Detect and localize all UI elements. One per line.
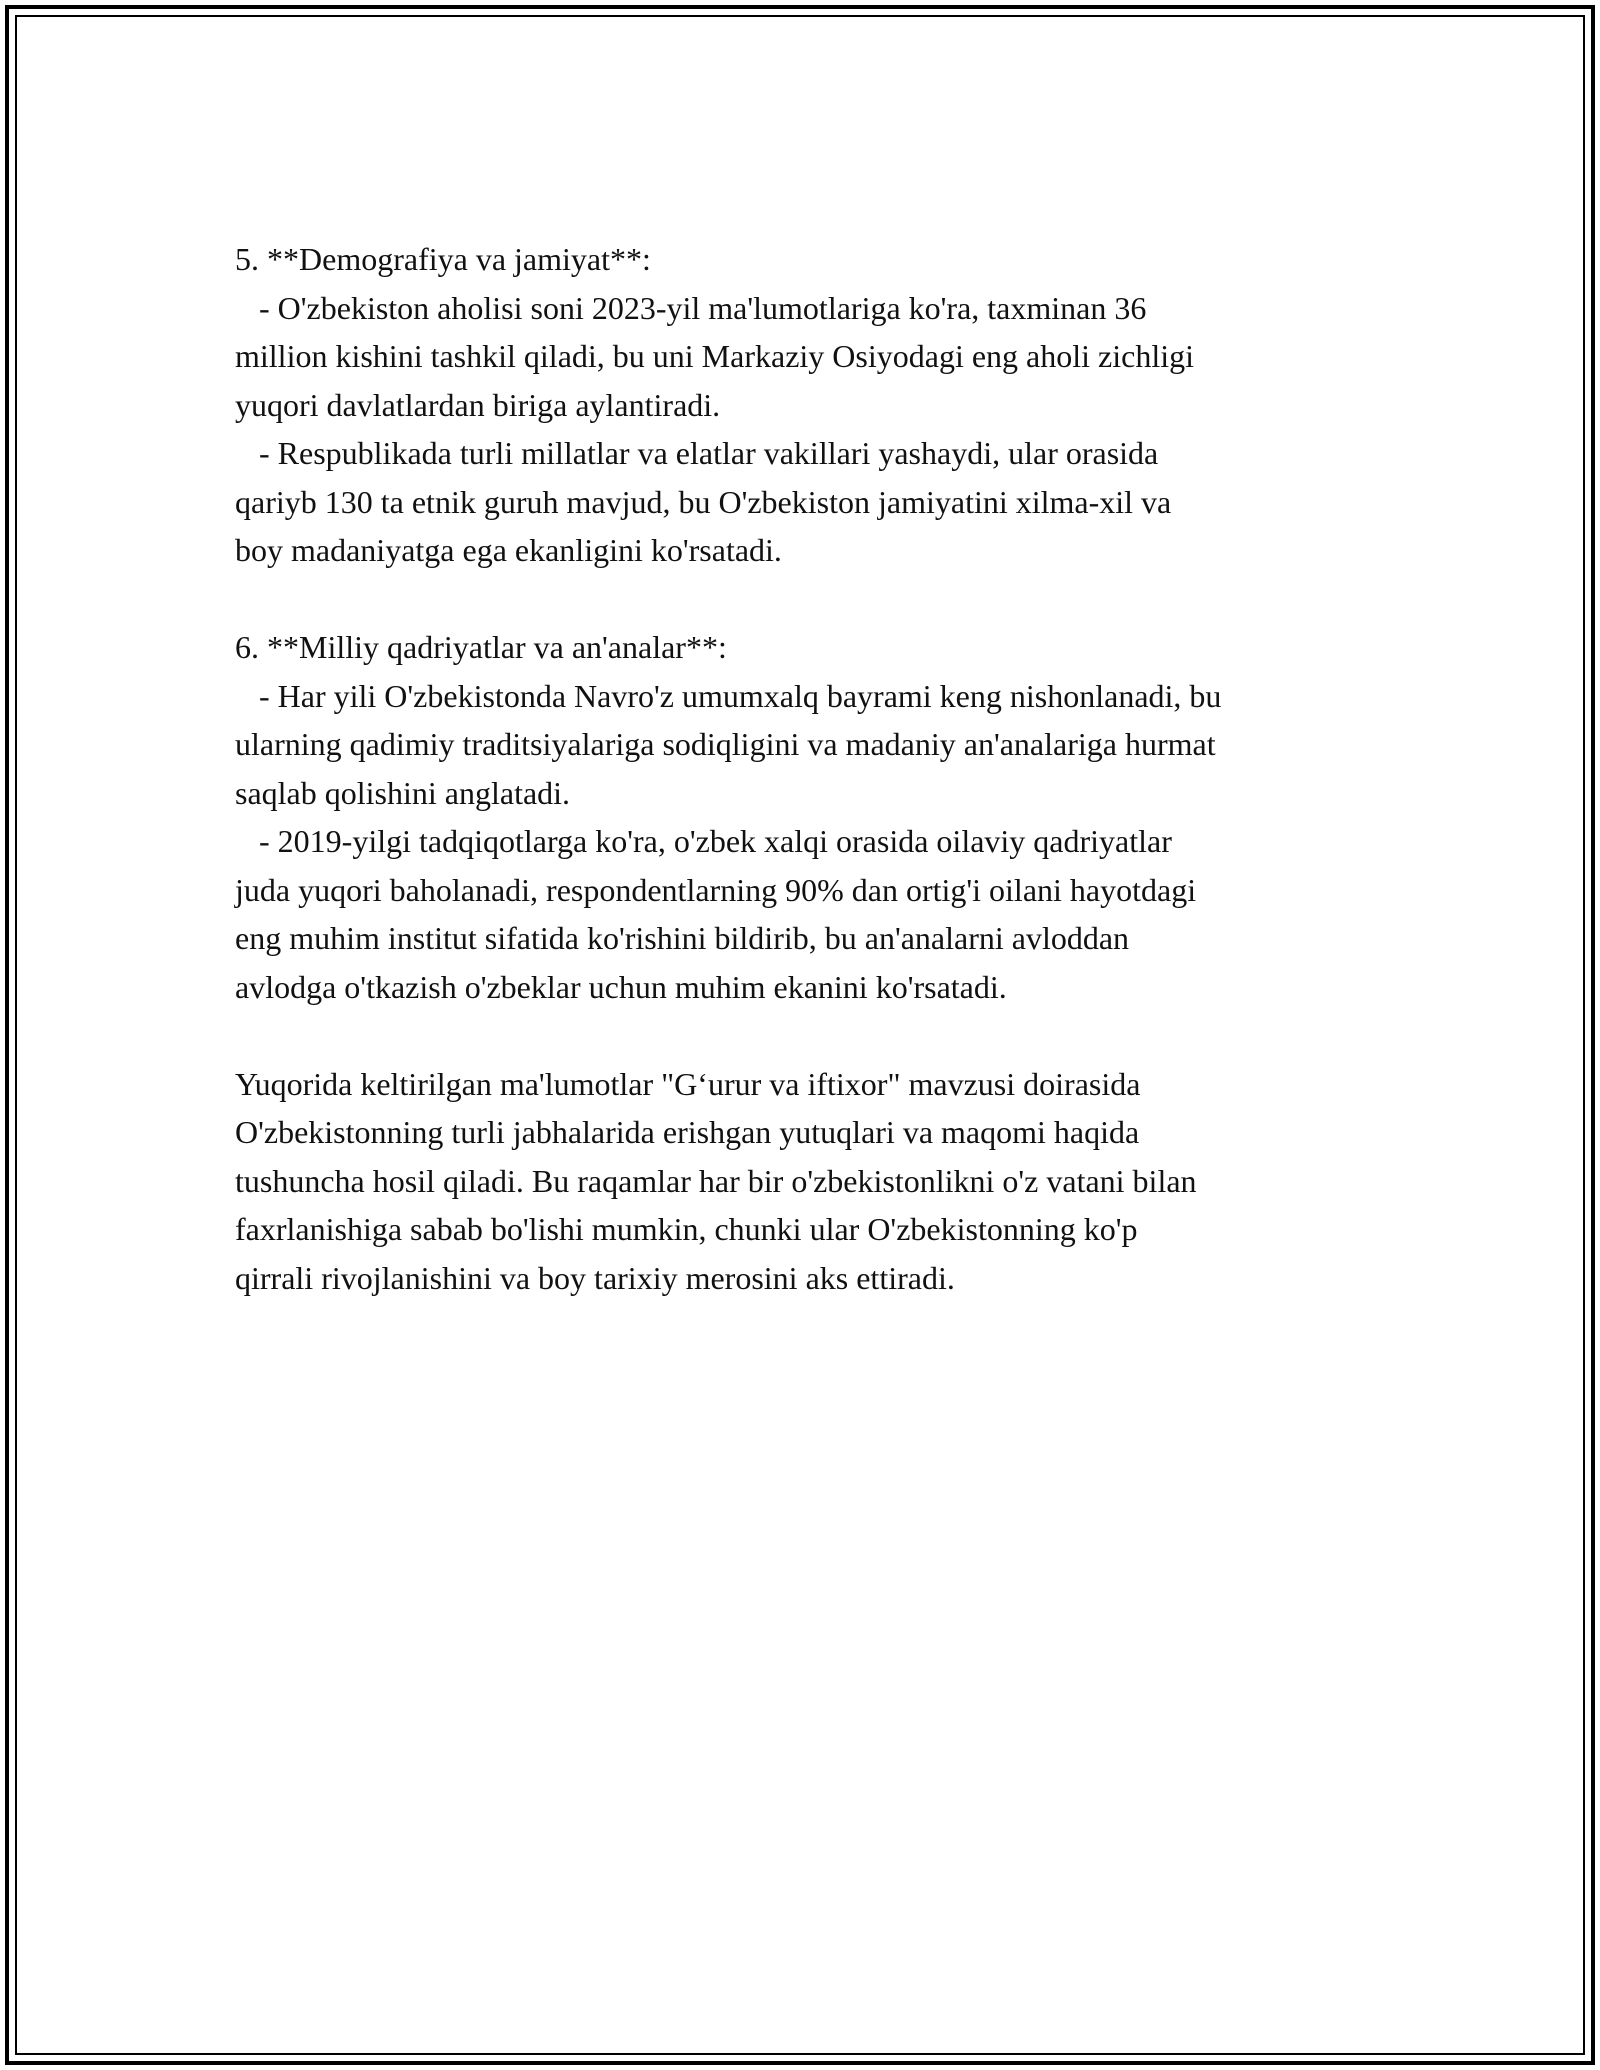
document-body: [235, 235, 1415, 1302]
section-demografiya: 5. **Demografiya va jamiyat**: - O'zbekiston aholisi soni 2023-yil ma'lumotlariga ko'ra, taxminan 36 million kishini tashkil qiladi, bu uni Markaziy Osiyodagi eng aholi zichligi yuqori davlatlardan biriga aylantiradi. - Respublikada turli millatlar va elatlar vakillari yashaydi, ular orasida qariyb 130 ta etnik guruh mavjud, bu O'zbekiston jamiyatini xilma-xil va boy madaniyatga ega ekanligini ko'rsatadi.: [235, 241, 1194, 568]
conclusion-paragraph: Yuqorida keltirilgan ma'lumotlar "G‘urur va iftixor" mavzusi doirasida O'zbekistonning turli jabhalarida erishgan yutuqlari va maqomi haqida tushuncha hosil qiladi. Bu raqamlar har bir o'zbekistonlikni o'z vatani bilan faxrlanishiga sabab bo'lishi mumkin, chunki ular O'zbekistonning ko'p qirrali rivojlanishini va boy tarixiy merosini aks ettiradi.: [235, 1065, 1197, 1296]
section-milliy-qadriyatlar: 6. **Milliy qadriyatlar va an'analar**: - Har yili O'zbekistonda Navro'z umumxalq bayrami keng nishonlanadi, bu ularning qadimiy traditsiyalariga sodiqligini va madaniy an'analariga hurmat saqlab qolishini anglatadi. - 2019-yilgi tadqiqotlarga ko'ra, o'zbek xalqi orasida oilaviy qadriyatlar juda yuqori baholanadi, respondentlarning 90% dan ortig'i oilani hayotdagi eng muhim institut sifatida ko'rishini bildirib, bu an'analarni avloddan avlodga o'tkazish o'zbeklar uchun muhim ekanini ko'rsatadi.: [235, 629, 1222, 1005]
